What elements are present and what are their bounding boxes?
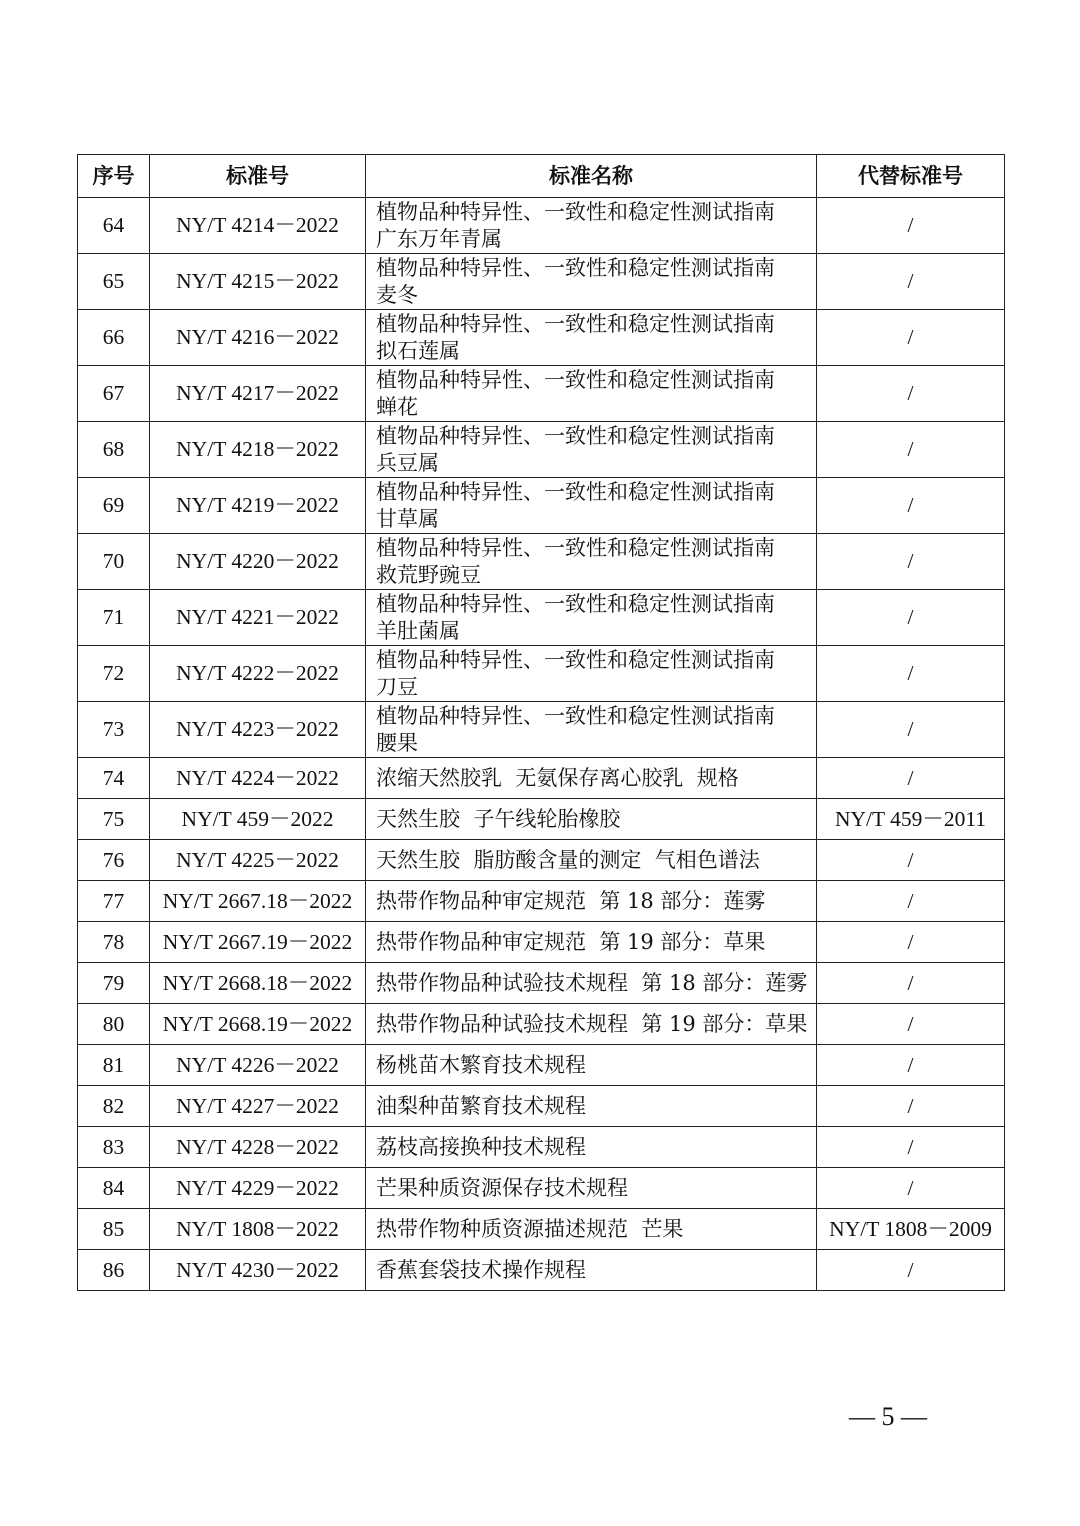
table-row [78, 799, 1005, 840]
cell-replace: / [817, 840, 1005, 881]
cell-code: NY/T 4216－2022 [150, 310, 366, 366]
cell-replace: / [817, 646, 1005, 702]
cell-name: 荔枝高接换种技术规程 [366, 1127, 817, 1168]
cell-replace: / [817, 590, 1005, 646]
cell-replace: / [817, 310, 1005, 366]
standards-table [77, 154, 1005, 1291]
cell-name: 天然生胶 脂肪酸含量的测定 气相色谱法 [366, 840, 817, 881]
header-replace: 代替标准号 [817, 155, 1005, 198]
cell-code: NY/T 4215－2022 [150, 254, 366, 310]
cell-name: 植物品种特异性、一致性和稳定性测试指南 兵豆属 [366, 422, 817, 478]
cell-seq: 83 [78, 1127, 150, 1168]
cell-seq: 71 [78, 590, 150, 646]
cell-replace: / [817, 1127, 1005, 1168]
cell-seq: 85 [78, 1209, 150, 1250]
table-row [78, 1250, 1005, 1291]
cell-seq: 78 [78, 922, 150, 963]
cell-code: NY/T 2668.19－2022 [150, 1004, 366, 1045]
cell-name: 天然生胶 子午线轮胎橡胶 [366, 799, 817, 840]
cell-replace: / [817, 1250, 1005, 1291]
table-row [78, 1045, 1005, 1086]
cell-name: 热带作物品种审定规范 第 19 部分：草果 [366, 922, 817, 963]
header-code: 标准号 [150, 155, 366, 198]
cell-seq: 81 [78, 1045, 150, 1086]
cell-replace: / [817, 922, 1005, 963]
cell-seq: 70 [78, 534, 150, 590]
cell-seq: 82 [78, 1086, 150, 1127]
table-row [78, 1127, 1005, 1168]
cell-name: 油梨种苗繁育技术规程 [366, 1086, 817, 1127]
cell-seq: 79 [78, 963, 150, 1004]
cell-name: 植物品种特异性、一致性和稳定性测试指南 救荒野豌豆 [366, 534, 817, 590]
table-row [78, 881, 1005, 922]
table-row [78, 702, 1005, 758]
cell-code: NY/T 4217－2022 [150, 366, 366, 422]
cell-name: 植物品种特异性、一致性和稳定性测试指南 羊肚菌属 [366, 590, 817, 646]
cell-seq: 69 [78, 478, 150, 534]
cell-seq: 66 [78, 310, 150, 366]
cell-name: 植物品种特异性、一致性和稳定性测试指南 广东万年青属 [366, 198, 817, 254]
cell-replace: / [817, 366, 1005, 422]
cell-code: NY/T 4229－2022 [150, 1168, 366, 1209]
cell-seq: 74 [78, 758, 150, 799]
table-row [78, 198, 1005, 254]
cell-seq: 76 [78, 840, 150, 881]
cell-code: NY/T 4218－2022 [150, 422, 366, 478]
cell-replace: / [817, 1045, 1005, 1086]
cell-name: 杨桃苗木繁育技术规程 [366, 1045, 817, 1086]
table-row [78, 366, 1005, 422]
table-header-row [78, 155, 1005, 198]
cell-code: NY/T 4227－2022 [150, 1086, 366, 1127]
cell-code: NY/T 4225－2022 [150, 840, 366, 881]
table-row [78, 1168, 1005, 1209]
cell-code: NY/T 2667.19－2022 [150, 922, 366, 963]
table-row [78, 590, 1005, 646]
cell-replace: / [817, 963, 1005, 1004]
cell-name: 植物品种特异性、一致性和稳定性测试指南 甘草属 [366, 478, 817, 534]
cell-seq: 73 [78, 702, 150, 758]
table-body [78, 198, 1005, 1291]
cell-replace: / [817, 254, 1005, 310]
cell-code: NY/T 4224－2022 [150, 758, 366, 799]
page-number: — 5 — [849, 1402, 927, 1431]
table-row [78, 922, 1005, 963]
cell-replace: / [817, 198, 1005, 254]
cell-name: 热带作物品种审定规范 第 18 部分：莲雾 [366, 881, 817, 922]
cell-replace: NY/T 459－2011 [817, 799, 1005, 840]
cell-replace: / [817, 758, 1005, 799]
header-seq: 序号 [78, 155, 150, 198]
cell-code: NY/T 4226－2022 [150, 1045, 366, 1086]
cell-name: 香蕉套袋技术操作规程 [366, 1250, 817, 1291]
cell-replace: / [817, 1086, 1005, 1127]
cell-code: NY/T 4228－2022 [150, 1127, 366, 1168]
cell-name: 浓缩天然胶乳 无氨保存离心胶乳 规格 [366, 758, 817, 799]
cell-seq: 75 [78, 799, 150, 840]
table-row [78, 963, 1005, 1004]
cell-replace: / [817, 881, 1005, 922]
cell-replace: / [817, 422, 1005, 478]
table-row [78, 646, 1005, 702]
cell-code: NY/T 459－2022 [150, 799, 366, 840]
cell-code: NY/T 4219－2022 [150, 478, 366, 534]
table-row [78, 478, 1005, 534]
cell-replace: NY/T 1808－2009 [817, 1209, 1005, 1250]
table-row [78, 840, 1005, 881]
table-row [78, 1004, 1005, 1045]
cell-replace: / [817, 1004, 1005, 1045]
cell-name: 植物品种特异性、一致性和稳定性测试指南 腰果 [366, 702, 817, 758]
cell-replace: / [817, 1168, 1005, 1209]
cell-seq: 72 [78, 646, 150, 702]
cell-name: 热带作物种质资源描述规范 芒果 [366, 1209, 817, 1250]
cell-seq: 84 [78, 1168, 150, 1209]
table-row [78, 1086, 1005, 1127]
table-row [78, 758, 1005, 799]
cell-name: 芒果种质资源保存技术规程 [366, 1168, 817, 1209]
cell-code: NY/T 2668.18－2022 [150, 963, 366, 1004]
cell-code: NY/T 4230－2022 [150, 1250, 366, 1291]
header-name: 标准名称 [366, 155, 817, 198]
cell-replace: / [817, 478, 1005, 534]
cell-code: NY/T 2667.18－2022 [150, 881, 366, 922]
cell-replace: / [817, 534, 1005, 590]
cell-seq: 80 [78, 1004, 150, 1045]
table-row [78, 422, 1005, 478]
cell-replace: / [817, 702, 1005, 758]
cell-code: NY/T 4220－2022 [150, 534, 366, 590]
cell-seq: 67 [78, 366, 150, 422]
table-row [78, 534, 1005, 590]
cell-seq: 77 [78, 881, 150, 922]
cell-code: NY/T 4214－2022 [150, 198, 366, 254]
table-row [78, 310, 1005, 366]
cell-code: NY/T 4223－2022 [150, 702, 366, 758]
cell-seq: 68 [78, 422, 150, 478]
table-row [78, 254, 1005, 310]
table-row [78, 1209, 1005, 1250]
cell-name: 植物品种特异性、一致性和稳定性测试指南 拟石莲属 [366, 310, 817, 366]
cell-name: 植物品种特异性、一致性和稳定性测试指南 蝉花 [366, 366, 817, 422]
cell-name: 热带作物品种试验技术规程 第 19 部分：草果 [366, 1004, 817, 1045]
cell-code: NY/T 4221－2022 [150, 590, 366, 646]
cell-name: 植物品种特异性、一致性和稳定性测试指南 刀豆 [366, 646, 817, 702]
cell-name: 热带作物品种试验技术规程 第 18 部分：莲雾 [366, 963, 817, 1004]
cell-code: NY/T 1808－2022 [150, 1209, 366, 1250]
cell-seq: 64 [78, 198, 150, 254]
cell-seq: 65 [78, 254, 150, 310]
cell-code: NY/T 4222－2022 [150, 646, 366, 702]
cell-seq: 86 [78, 1250, 150, 1291]
cell-name: 植物品种特异性、一致性和稳定性测试指南 麦冬 [366, 254, 817, 310]
